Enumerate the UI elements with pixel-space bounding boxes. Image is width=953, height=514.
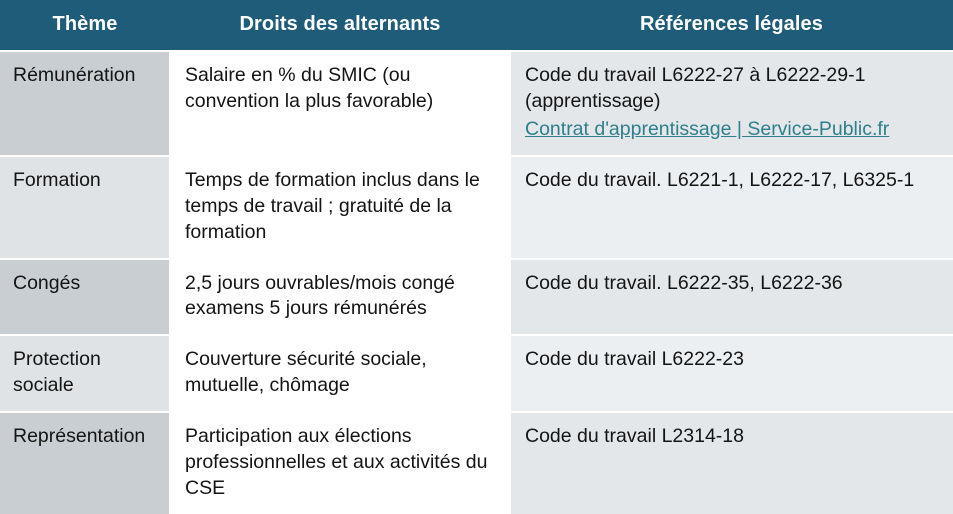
cell-refs (510, 51, 953, 156)
column-header-theme: Thème (0, 0, 170, 51)
cell-rights: 2,5 jours ouvrables/mois congé examens 5 jours rémunérés (170, 259, 510, 336)
table-header (0, 0, 953, 51)
table-row (0, 412, 953, 514)
cell-theme: Représentation (0, 412, 170, 514)
cell-rights: Temps de formation inclus dans le temps de travail ; gratuité de la formation (170, 156, 510, 259)
column-header-refs: Références légales (510, 0, 953, 51)
refs-line-1: Code du travail. L6221-1, L6222-17, L6325-1 (525, 168, 915, 191)
refs-line-1: Code du travail. L6222-35, L6222-36 (525, 271, 843, 294)
refs-line-1: Code du travail L6222-27 à L6222-29-1 (525, 64, 866, 86)
cell-refs (510, 335, 953, 412)
cell-rights: Salaire en % du SMIC (ou convention la plus favorable) (170, 51, 510, 156)
table-row (0, 259, 953, 336)
cell-refs (510, 259, 953, 336)
cell-refs (510, 412, 953, 514)
cell-rights: Couverture sécurité sociale, mutuelle, chômage (170, 335, 510, 412)
refs-line-2: (apprentissage) (525, 89, 661, 112)
table-row (0, 156, 953, 259)
table-row (0, 335, 953, 412)
cell-refs (510, 156, 953, 259)
table-header-row (0, 0, 953, 51)
column-header-rights: Droits des alternants (170, 0, 510, 51)
cell-theme: Formation (0, 156, 170, 259)
cell-theme: Congés (0, 259, 170, 336)
cell-rights: Participation aux élections professionnelles et aux activités du CSE (170, 412, 510, 514)
table-row (0, 51, 953, 156)
refs-line-1: Code du travail L2314-18 (525, 425, 744, 448)
service-public-link[interactable]: Contrat d'apprentissage | Service-Public.fr (525, 117, 890, 140)
cell-theme: Rémunération (0, 51, 170, 156)
cell-theme: Protection sociale (0, 335, 170, 412)
table-body (0, 51, 953, 514)
refs-line-1: Code du travail L6222-23 (525, 348, 744, 371)
